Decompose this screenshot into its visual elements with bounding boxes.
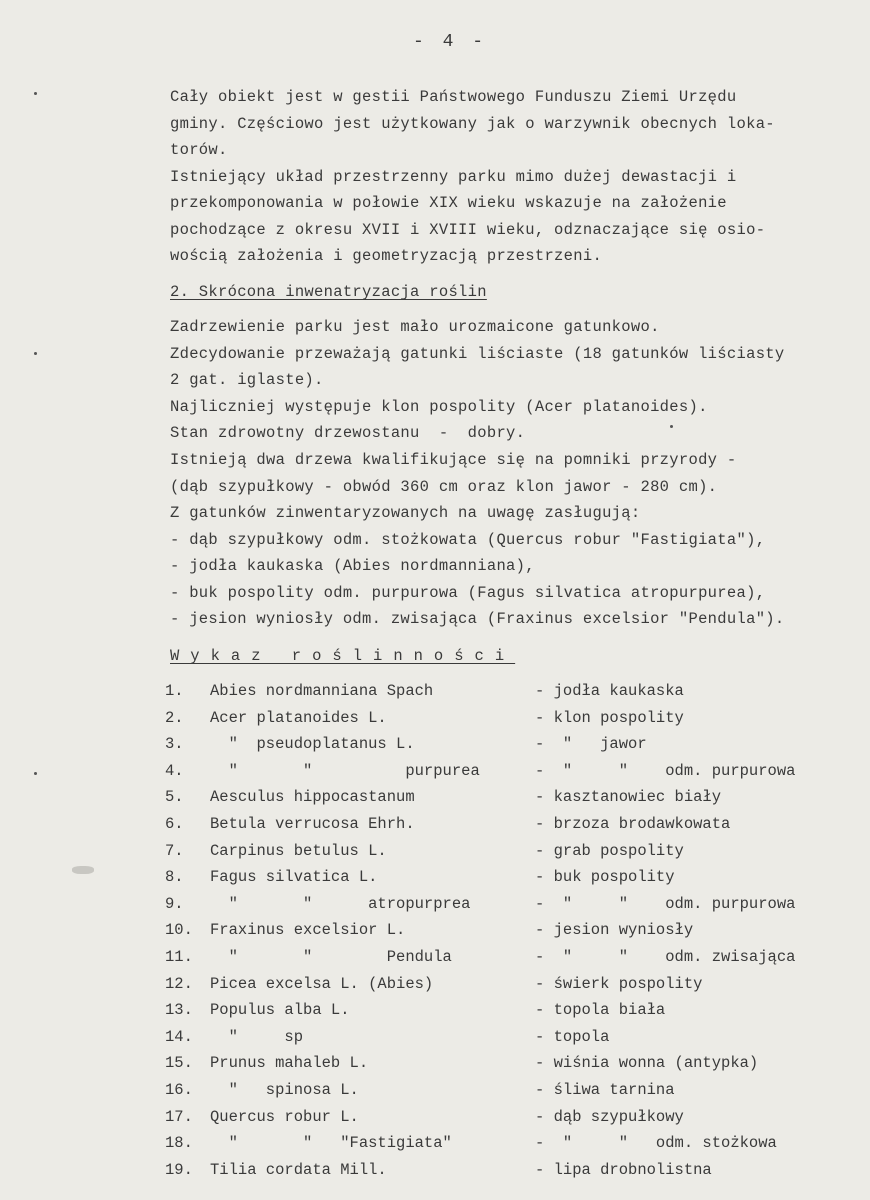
plant-latin: Abies nordmanniana Spach <box>210 682 434 700</box>
page-number: - 4 - <box>412 32 487 52</box>
section-heading: 2. Skrócona inwenatryzacja roślin <box>170 283 487 301</box>
plant-latin: Populus alba L. <box>210 1001 350 1020</box>
plant-num: 6. <box>165 815 184 833</box>
plant-polish: - " " odm. stożkowa <box>535 1134 777 1153</box>
section-line: Stan zdrowotny drzewostanu - dobry. <box>170 424 526 442</box>
intro-line: gminy. Częściowo jest użytkowany jak o warzywnik obecnych loka- <box>170 115 775 133</box>
plant-latin: " " "Fastigiata" <box>210 1134 452 1153</box>
ink-smudge <box>72 866 94 874</box>
margin-dot <box>34 352 37 355</box>
plant-polish: - wiśnia wonna (antypka) <box>535 1054 759 1073</box>
plant-num: 14. <box>165 1027 193 1046</box>
intro-line: torów. <box>170 141 228 159</box>
plant-polish: - klon pospolity <box>535 708 684 727</box>
plant-polish: - " " odm. purpurowa <box>535 894 796 913</box>
plant-polish: - jodła kaukaska <box>535 682 684 700</box>
plant-latin: " " atropurprea <box>210 894 471 913</box>
plant-polish: - świerk pospolity <box>535 974 703 993</box>
plant-num: 16. <box>165 1081 193 1099</box>
plant-latin: Carpinus betulus L. <box>210 841 387 860</box>
intro-line: Istniejący układ przestrzenny parku mimo dużej dewastacji i <box>170 168 737 186</box>
plant-num: 4. <box>165 761 184 780</box>
plant-num: 18. <box>165 1134 193 1153</box>
plant-polish: - kasztanowiec biały <box>535 788 722 807</box>
plant-polish: - " " odm. zwisająca <box>535 948 796 966</box>
plant-num: 2. <box>165 708 184 727</box>
plant-polish: - brzoza brodawkowata <box>535 815 731 833</box>
plant-num: 5. <box>165 788 184 807</box>
margin-dot <box>34 772 37 775</box>
plant-num: 15. <box>165 1054 193 1073</box>
plant-latin: Fagus silvatica L. <box>210 868 378 887</box>
plant-num: 1. <box>165 682 184 700</box>
plant-num: 17. <box>165 1107 193 1126</box>
plant-polish: - " " odm. purpurowa <box>535 761 796 780</box>
plant-num: 3. <box>165 735 184 754</box>
plant-latin: " pseudoplatanus L. <box>210 735 415 754</box>
section-line: Zadrzewienie parku jest mało urozmaicone gatunkowo. <box>170 318 660 336</box>
section-line: Zdecydowanie przeważają gatunki liściaste (18 gatunków liściasty <box>170 345 785 363</box>
margin-dot <box>670 425 673 428</box>
section-line: - buk pospolity odm. purpurowa (Fagus silvatica atropurpurea), <box>170 584 766 602</box>
plant-num: 8. <box>165 868 184 887</box>
section-line: 2 gat. iglaste). <box>170 371 324 389</box>
intro-line: Cały obiekt jest w gestii Państwowego Funduszu Ziemi Urzędu <box>170 88 737 106</box>
list-heading: Wykaz roślinności <box>170 647 516 665</box>
plant-latin: Fraxinus excelsior L. <box>210 921 406 940</box>
plant-latin: Aesculus hippocastanum <box>210 788 415 807</box>
plant-latin: " sp <box>210 1027 304 1046</box>
section-line: Z gatunków zinwentaryzowanych na uwagę zasługują: <box>170 504 641 522</box>
plant-num: 9. <box>165 894 184 913</box>
plant-num: 10. <box>165 921 193 940</box>
plant-latin: " spinosa L. <box>210 1081 359 1099</box>
plant-num: 19. <box>165 1160 193 1179</box>
plant-polish: - buk pospolity <box>535 868 675 887</box>
plant-polish: - grab pospolity <box>535 841 684 860</box>
intro-line: pochodzące z okresu XVII i XVIII wieku, odznaczające się osio- <box>170 221 766 239</box>
plant-polish: - dąb szypułkowy <box>535 1107 684 1126</box>
plant-polish: - topola biała <box>535 1001 666 1020</box>
plant-num: 11. <box>165 948 193 966</box>
section-line: - jodła kaukaska (Abies nordmanniana), <box>170 557 535 575</box>
plant-latin: " " Pendula <box>210 948 452 966</box>
intro-line: wością założenia i geometryzacją przestrzeni. <box>170 247 603 265</box>
plant-latin: Quercus robur L. <box>210 1107 359 1126</box>
plant-latin: Tilia cordata Mill. <box>210 1160 387 1179</box>
plant-latin: Betula verrucosa Ehrh. <box>210 815 415 833</box>
section-line: - jesion wyniosły odm. zwisająca (Fraxinus excelsior "Pendula"). <box>170 610 785 628</box>
plant-polish: - " jawor <box>535 735 647 754</box>
plant-latin: Picea excelsa L. (Abies) <box>210 974 434 993</box>
plant-latin: " " purpurea <box>210 761 480 780</box>
plant-num: 13. <box>165 1001 193 1020</box>
plant-polish: - śliwa tarnina <box>535 1081 675 1099</box>
section-line: - dąb szypułkowy odm. stożkowata (Quercus robur "Fastigiata"), <box>170 531 766 549</box>
plant-polish: - topola <box>535 1027 610 1046</box>
plant-latin: Prunus mahaleb L. <box>210 1054 369 1073</box>
section-line: (dąb szypułkowy - obwód 360 cm oraz klon jawor - 280 cm). <box>170 478 718 496</box>
intro-line: przekomponowania w połowie XIX wieku wskazuje na założenie <box>170 194 727 212</box>
plant-num: 7. <box>165 841 184 860</box>
plant-polish: - jesion wyniosły <box>535 921 694 940</box>
plant-latin: Acer platanoides L. <box>210 708 387 727</box>
plant-num: 12. <box>165 974 193 993</box>
plant-polish: - lipa drobnolistna <box>535 1160 712 1179</box>
section-line: Istnieją dwa drzewa kwalifikujące się na pomniki przyrody - <box>170 451 737 469</box>
section-line: Najliczniej występuje klon pospolity (Acer platanoides). <box>170 398 708 416</box>
margin-dot <box>34 92 37 95</box>
